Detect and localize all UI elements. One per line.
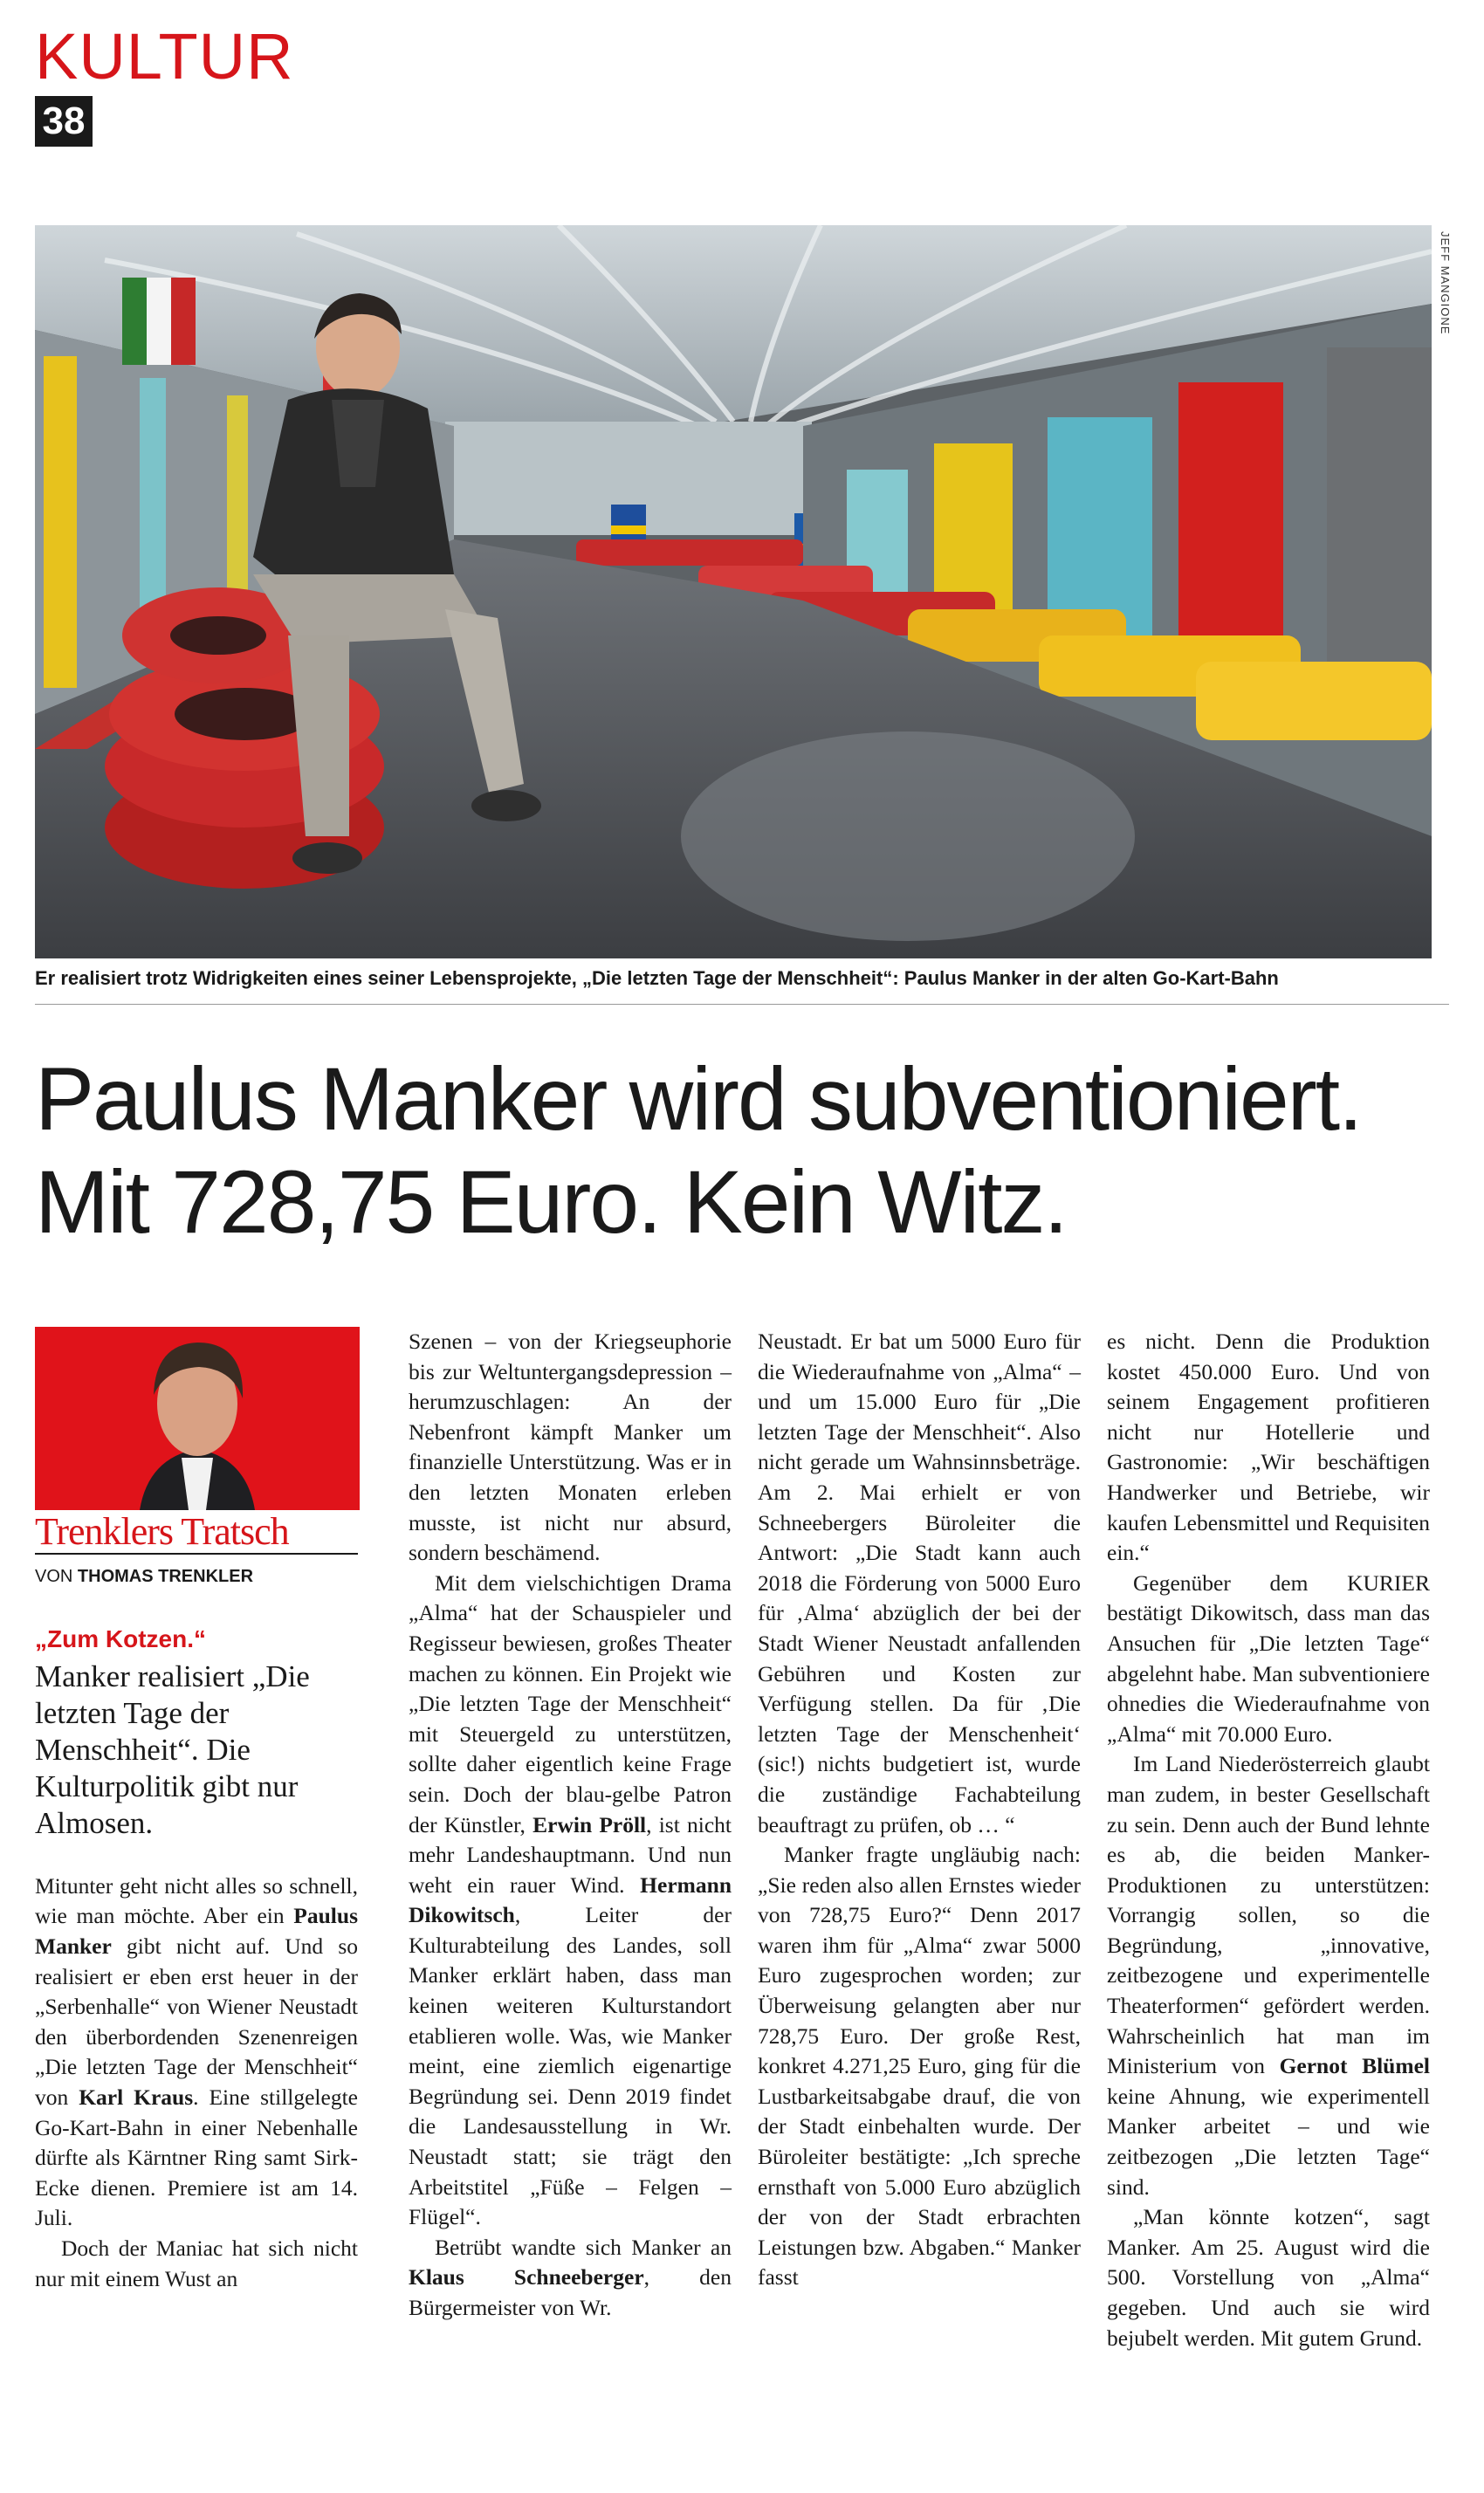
headline bbox=[35, 1047, 1449, 1253]
photo-credit: JEFF MANGIONE bbox=[1439, 231, 1452, 335]
paragraph: es nicht. Denn die Produktion kostet 450.000 Euro. Und von seinem Engagement profitieren nicht nur Hotellerie und Gastronomie: „Wir beschäftigen Handwerker und Betriebe, wir kaufen Lebensmittel und Requisiten ein.“ bbox=[1107, 1329, 1430, 1566]
paragraph: Mitunter geht nicht alles so schnell, wie man möchte. Aber ein Paulus Manker gibt nicht auf. Und so realisiert er eben erst heuer in der „Serbenhalle“ von Wiener Neustadt den überbordenden Szenenreigen „Die letzten Tage der Menschheit“ von Karl Kraus. Eine stillgelegte Go-Kart-Bahn in einer Nebenhalle dürfte als Kärntner Ring samt Sirk-Ecke dienen. Premiere ist am 14. Juli. bbox=[35, 1872, 358, 2231]
paragraph: Doch der Maniac hat sich nicht nur mit einem Wust an bbox=[35, 2235, 358, 2291]
column-4 bbox=[1107, 1327, 1430, 2353]
page-number: 38 bbox=[35, 96, 93, 147]
article-photo bbox=[35, 225, 1432, 958]
teaser-text: Manker realisiert „Die letzten Tage der Menschheit“. Die Kulturpolitik gibt nur Almosen. bbox=[35, 1659, 310, 1840]
paragraph: Neustadt. Er bat um 5000 Euro für die Wiederaufnahme von „Alma“ – und um 15.000 Euro für „Die letzten Tage der Menschheit“. Also nicht gerade um Wahnsinnsbeträge. Am 2. Mai erhielt er von Schneebergers Büroleiter die Antwort: „Die Stadt kann auch 2018 die Förderung von 5000 Euro für ‚Alma‘ abzüglich der bei der Stadt Wiener Neustadt anfallenden Gebühren und Kosten zur Verfügung stellen. Da für ‚Die letzten Tage der Menschenheit‘ (sic!) nichts budgetiert ist, wurde die zuständige Fachabteilung beauftragt zu prüfen, ob … “ bbox=[758, 1329, 1081, 1837]
paragraph: Szenen – von der Kriegseuphorie bis zur Weltuntergangsdepression – herumzuschlagen: An der Nebenfront kämpft Manker um finanzielle Unterstützung. Was er in den letzten Monaten erleben musste, ist nicht nur absurd, sondern beschämend. bbox=[409, 1329, 732, 1566]
headline-line-1: Paulus Manker wird subventioniert. bbox=[35, 1049, 1362, 1149]
section-label: KULTUR bbox=[35, 20, 294, 93]
paragraph: Betrübt wandte sich Manker an Klaus Schneeberger, den Bürgermeister von Wr. bbox=[409, 2234, 732, 2320]
paragraph: Mit dem vielschichtigen Drama „Alma“ hat der Schauspieler und Regisseur bewiesen, großes Theater machen zu können. Ein Projekt wie „Die letzten Tage der Menschheit“ mit Steuergeld zu unterstützen, sollte daher eigentlich keine Frage sein. Doch der blau-gelbe Patron der Künstler, Erwin Pröll, ist nicht mehr Landeshauptmann. Und nun weht ein rauer Wind. Hermann Dikowitsch, Leiter der Kulturabteilung des Landes, soll Manker erklärt haben, dass man keinen weiteren Kulturstandort etablieren wolle. Was, wie Manker meint, eine ziemlich eigenartige Begründung sei. Denn 2019 findet die Landesausstellung in Wr. Neustadt statt; sie trägt den Arbeitstitel „Füße – Felgen – Flügel“. bbox=[409, 1569, 732, 2230]
paragraph: Im Land Niederösterreich glaubt man zudem, in bester Gesellschaft zu sein. Denn auch der Bund lehnte es ab, die beiden Manker-Produktionen zu unterstützen: Vorrangig sollen, so die Begründung, „innovative, zeitbezogene und experimentelle Theaterformen“ gefördert werden. Wahrscheinlich hat man im Ministerium von Gernot Blümel keine Ahnung, wie experimentell Manker arbeitet – und wie zeitbezogen „Die letzten Tage“ sind. bbox=[1107, 1751, 1430, 2200]
column-2 bbox=[409, 1327, 732, 2324]
caption-divider bbox=[35, 1004, 1449, 1005]
teaser-quote: „Zum Kotzen.“ bbox=[35, 1625, 206, 1653]
photo-caption: Er realisiert trotz Widrigkeiten eines seiner Lebensprojekte, „Die letzten Tage der Menschheit“: Paulus Manker in der alten Go-Kart-Bahn bbox=[35, 967, 1279, 989]
column-3 bbox=[758, 1327, 1081, 2293]
byline bbox=[35, 1562, 358, 1592]
author-name: THOMAS TRENKLER bbox=[77, 1566, 254, 1586]
byline-prefix: VON bbox=[35, 1566, 73, 1586]
column-1 bbox=[35, 1327, 358, 2294]
paragraph: Manker fragte ungläubig nach: „Sie reden also allen Ernstes wieder von 728,75 Euro?“ Denn 2017 waren ihm für „Alma“ zwar 5000 Euro zugesprochen worden; zur Überweisung gelangten aber nur 728,75 Euro. Der große Rest, konkret 4.271,25 Euro, ging für die Lustbarkeitsabgabe drauf, die von der Stadt einbehalten wurde. Der Büroleiter bestätigte: „Ich spreche ernsthaft von 5.000 Euro abzüglich der von der Stadt erbrachten Leistungen bzw. Abgaben.“ Manker fasst bbox=[758, 1842, 1081, 2290]
author-portrait bbox=[35, 1327, 360, 1510]
column-name: Trenklers Tratsch bbox=[35, 1510, 289, 1553]
headline-line-2: Mit 728,75 Euro. Kein Witz. bbox=[35, 1152, 1067, 1252]
paragraph: Gegenüber dem KURIER bestätigt Dikowitsch, dass man das Ansuchen für „Die letzten Tage“ abgelehnt habe. Man subventioniere ohnedies die Wiederaufnahme von „Alma“ mit 70.000 Euro. bbox=[1107, 1569, 1430, 1747]
paragraph: „Man könnte kotzen“, sagt Manker. Am 25. August wird die 500. Vorstellung von „Alma“ gegeben. Und auch sie wird bejubelt werden. Mit gutem Grund. bbox=[1107, 2204, 1430, 2351]
